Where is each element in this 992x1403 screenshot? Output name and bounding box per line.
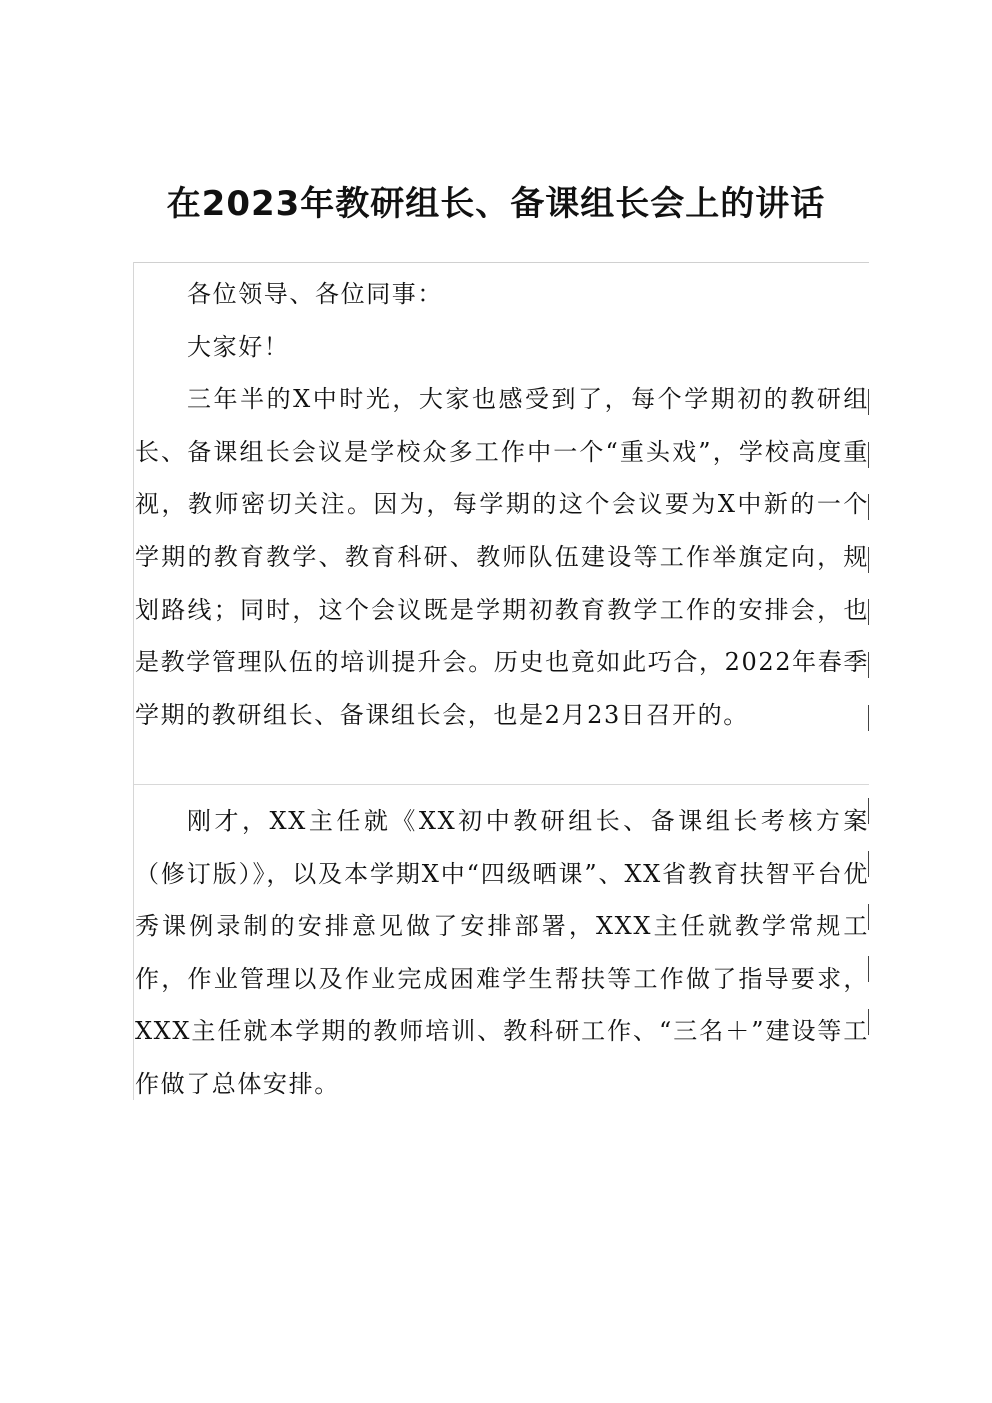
body-paragraph: 刚才，XX主任就《XX初中教研组长、备课组长考核方案（修订版）》，以及本学期X中“四级晒课”、XX省教育扶智平台优秀课例录制的安排意见做了安排部署，XXX主任就教学常规工作，作业管理以及作业完成困难学生帮扶等工作做了指导要求，XXX主任就本学期的教师培训、教科研工作、“三名＋”建设等工作做了总体安排。 [135, 807, 869, 1098]
greeting: 大家好！ [187, 332, 290, 361]
frame-left-border [133, 262, 134, 1100]
frame-section-divider [133, 784, 869, 785]
body-section-2 [135, 795, 869, 1111]
frame-top-border [133, 262, 869, 263]
document-title: 在2023年教研组长、备课组长会上的讲话 [166, 184, 826, 224]
body-section-1 [135, 268, 869, 741]
body-paragraph: 三年半的X中时光，大家也感受到了，每个学期初的教研组长、备课组长会议是学校众多工作中一个“重头戏”，学校高度重视，教师密切关注。因为，每学期的这个会议要为X中新的一个学期的教育教学、教育科研、教师队伍建设等工作举旗定向，规划路线；同时，这个会议既是学期初教育教学工作的安排会，也是教学管理队伍的培训提升会。历史也竟如此巧合，2022年春季学期的教研组长、备课组长会，也是2月23日召开的。 [135, 385, 869, 729]
salutation: 各位领导、各位同事： [187, 280, 443, 308]
